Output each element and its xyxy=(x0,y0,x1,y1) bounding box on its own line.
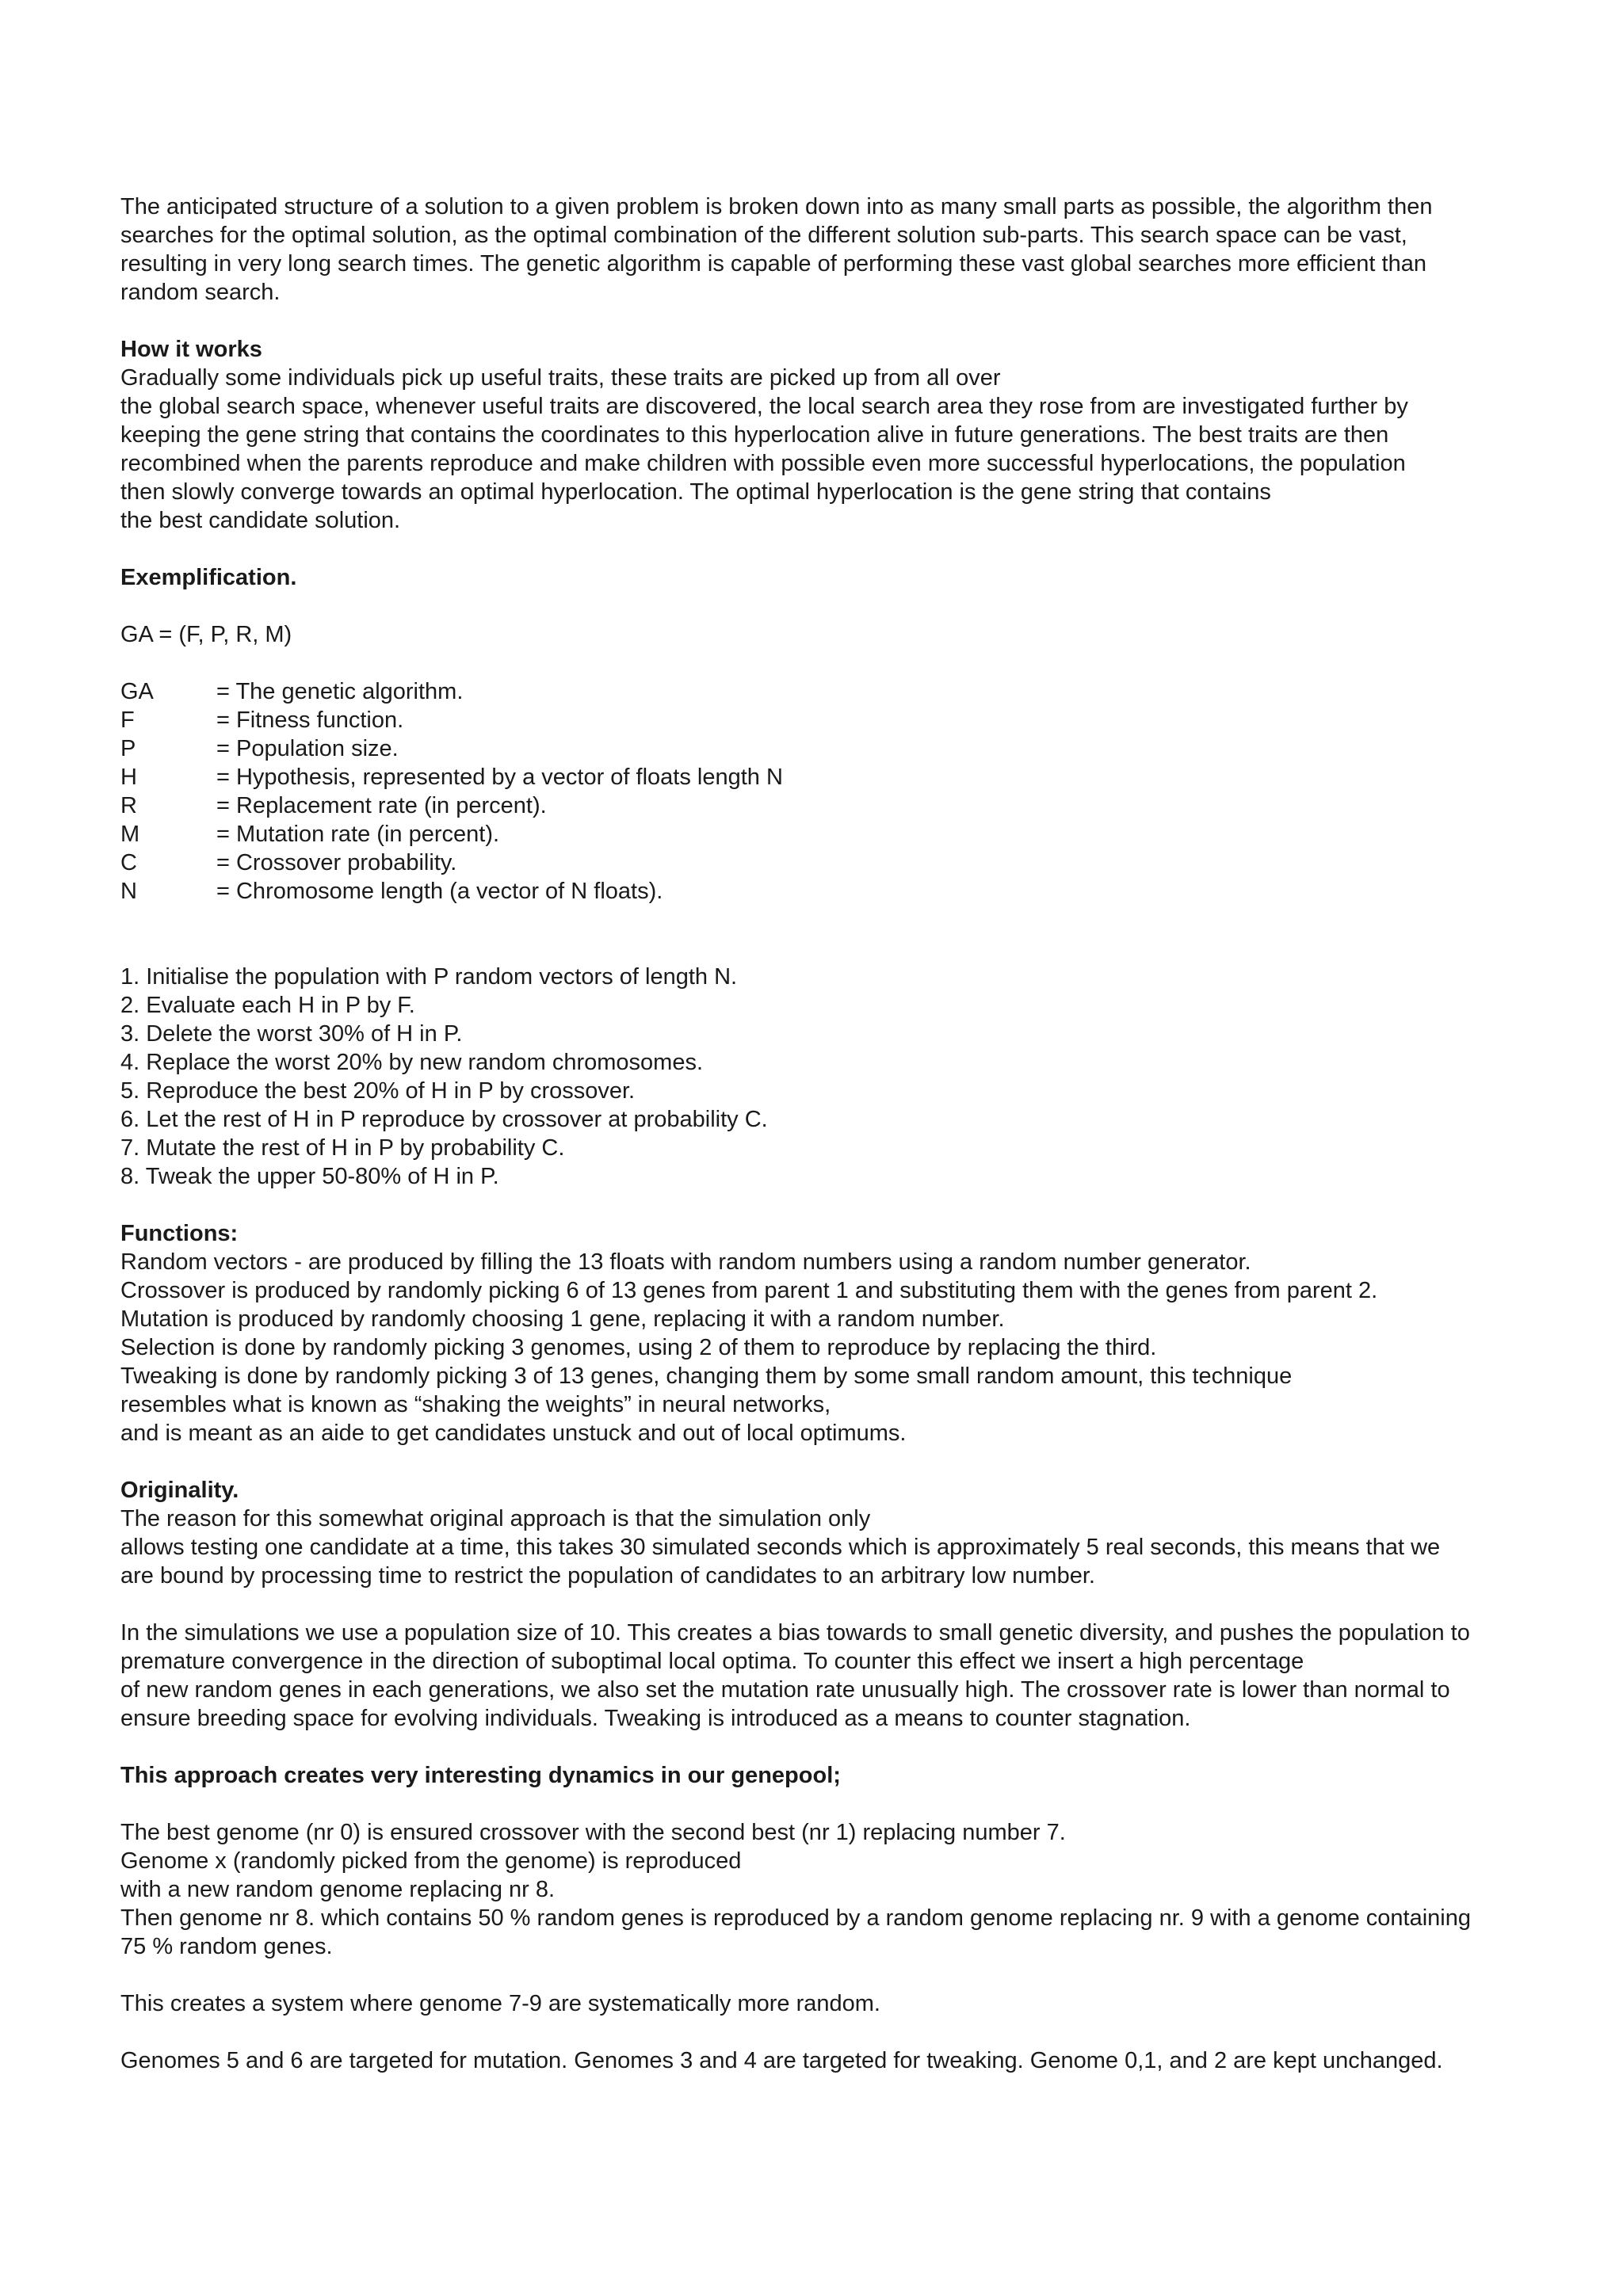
originality-heading: Originality. xyxy=(120,1478,239,1503)
algorithm-step: 3. Delete the worst 30% of H in P. xyxy=(120,1021,463,1047)
definition-row xyxy=(120,791,1587,820)
definition-row xyxy=(120,763,1587,791)
dynamics-line: 75 % random genes. xyxy=(120,1934,333,1959)
definition-text: = Chromosome length (a vector of N floats). xyxy=(216,879,663,904)
originality-line: are bound by processing time to restrict the population of candidates to an arbitrary low number. xyxy=(120,1563,1095,1589)
intro-line: The anticipated structure of a solution to a given problem is broken down into as many small parts as possible, the algorithm then xyxy=(120,194,1433,219)
functions-line: Mutation is produced by randomly choosing 1 gene, replacing it with a random number. xyxy=(120,1306,1005,1332)
how-it-works-line: then slowly converge towards an optimal hyperlocation. The optimal hyperlocation is the gene string that contains xyxy=(120,479,1271,505)
dynamics-final-line: Genomes 5 and 6 are targeted for mutation. Genomes 3 and 4 are targeted for tweaking. Genome 0,1, and 2 are kept unchanged. xyxy=(120,2048,1443,2073)
document-page xyxy=(120,193,1587,2075)
dynamics-line: The best genome (nr 0) is ensured crossover with the second best (nr 1) replacing number 7. xyxy=(120,1820,1066,1845)
intro-line: random search. xyxy=(120,280,281,305)
definition-symbol: M xyxy=(120,822,140,847)
functions-line: Crossover is produced by randomly picking 6 of 13 genes from parent 1 and substituting them with the genes from parent 2. xyxy=(120,1278,1378,1303)
definition-text: = Fitness function. xyxy=(216,707,404,733)
algorithm-step: 6. Let the rest of H in P reproduce by crossover at probability C. xyxy=(120,1107,768,1132)
functions-heading: Functions: xyxy=(120,1221,239,1246)
how-it-works-line: the global search space, whenever useful traits are discovered, the local search area they rose from are investigated further by xyxy=(120,394,1408,419)
functions-line: Random vectors - are produced by filling the 13 floats with random numbers using a random number generator. xyxy=(120,1249,1251,1275)
originality-line: allows testing one candidate at a time, this takes 30 simulated seconds which is approximately 5 real seconds, this means that we xyxy=(120,1535,1441,1560)
exemplification-section xyxy=(120,563,1587,1191)
definition-text: = Mutation rate (in percent). xyxy=(216,822,500,847)
algorithm-step: 7. Mutate the rest of H in P by probability C. xyxy=(120,1135,565,1161)
definition-symbol: C xyxy=(120,850,137,875)
algorithm-step: 8. Tweak the upper 50-80% of H in P. xyxy=(120,1164,499,1189)
algorithm-step: 5. Reproduce the best 20% of H in P by crossover. xyxy=(120,1078,636,1104)
definition-symbol: F xyxy=(120,707,135,733)
ga-formula: GA = (F, P, R, M) xyxy=(120,622,292,647)
definition-text: = The genetic algorithm. xyxy=(216,679,464,704)
definition-row xyxy=(120,677,1587,706)
algorithm-step: 4. Replace the worst 20% by new random chromosomes. xyxy=(120,1050,704,1075)
originality-section xyxy=(120,1476,1587,1733)
definition-symbol: R xyxy=(120,793,137,818)
definition-symbol: P xyxy=(120,736,136,761)
functions-line: and is meant as an aide to get candidates unstuck and out of local optimums. xyxy=(120,1421,907,1446)
definition-text: = Crossover probability. xyxy=(216,850,457,875)
algorithm-step: 1. Initialise the population with P random vectors of length N. xyxy=(120,964,738,990)
definition-row xyxy=(120,820,1587,849)
how-it-works-line: Gradually some individuals pick up useful traits, these traits are picked up from all over xyxy=(120,365,1001,391)
functions-section xyxy=(120,1219,1587,1447)
how-it-works-line: keeping the gene string that contains the coordinates to this hyperlocation alive in future generations. The best traits are then xyxy=(120,422,1389,448)
dynamics-heading: This approach creates very interesting dynamics in our genepool; xyxy=(120,1763,841,1788)
dynamics-system-line: This creates a system where genome 7-9 are systematically more random. xyxy=(120,1991,880,2016)
definition-symbol: N xyxy=(120,879,137,904)
definition-text: = Hypothesis, represented by a vector of floats length N xyxy=(216,765,783,790)
how-it-works-section xyxy=(120,335,1587,535)
algorithm-step: 2. Evaluate each H in P by F. xyxy=(120,993,415,1018)
definition-row xyxy=(120,877,1587,906)
definition-text: = Replacement rate (in percent). xyxy=(216,793,547,818)
exemplification-heading: Exemplification. xyxy=(120,565,297,590)
definition-symbol: GA xyxy=(120,679,154,704)
definition-row xyxy=(120,734,1587,763)
originality-line: ensure breeding space for evolving individuals. Tweaking is introduced as a means to counter stagnation. xyxy=(120,1706,1191,1731)
algorithm-steps xyxy=(120,963,1587,1191)
functions-line: Selection is done by randomly picking 3 genomes, using 2 of them to reproduce by replacing the third. xyxy=(120,1335,1157,1360)
intro-line: resulting in very long search times. The genetic algorithm is capable of performing these vast global searches more efficient than xyxy=(120,251,1426,277)
dynamics-line: with a new random genome replacing nr 8. xyxy=(120,1877,556,1902)
dynamics-line: Genome x (randomly picked from the genome) is reproduced xyxy=(120,1848,742,1874)
originality-line: of new random genes in each generations, we also set the mutation rate unusually high. The crossover rate is lower than normal to xyxy=(120,1677,1450,1703)
dynamics-line: Then genome nr 8. which contains 50 % random genes is reproduced by a random genome replacing nr. 9 with a genome containing xyxy=(120,1905,1471,1931)
originality-line: The reason for this somewhat original approach is that the simulation only xyxy=(120,1506,871,1531)
definition-row xyxy=(120,849,1587,877)
intro-paragraph xyxy=(120,193,1587,307)
dynamics-section xyxy=(120,1761,1587,2075)
functions-line: Tweaking is done by randomly picking 3 of 13 genes, changing them by some small random amount, this technique xyxy=(120,1363,1293,1389)
definitions-list xyxy=(120,677,1587,906)
definition-row xyxy=(120,706,1587,734)
definition-text: = Population size. xyxy=(216,736,399,761)
definition-symbol: H xyxy=(120,765,137,790)
originality-line: In the simulations we use a population size of 10. This creates a bias towards to small genetic diversity, and pushes the population to xyxy=(120,1620,1470,1646)
how-it-works-line: the best candidate solution. xyxy=(120,508,401,533)
how-it-works-heading: How it works xyxy=(120,337,262,362)
how-it-works-line: recombined when the parents reproduce and make children with possible even more successful hyperlocations, the population xyxy=(120,451,1406,476)
functions-line: resembles what is known as “shaking the weights” in neural networks, xyxy=(120,1392,831,1417)
originality-line: premature convergence in the direction of suboptimal local optima. To counter this effect we insert a high percentage xyxy=(120,1649,1304,1674)
intro-line: searches for the optimal solution, as the optimal combination of the different solution sub-parts. This search space can be vast, xyxy=(120,223,1407,248)
